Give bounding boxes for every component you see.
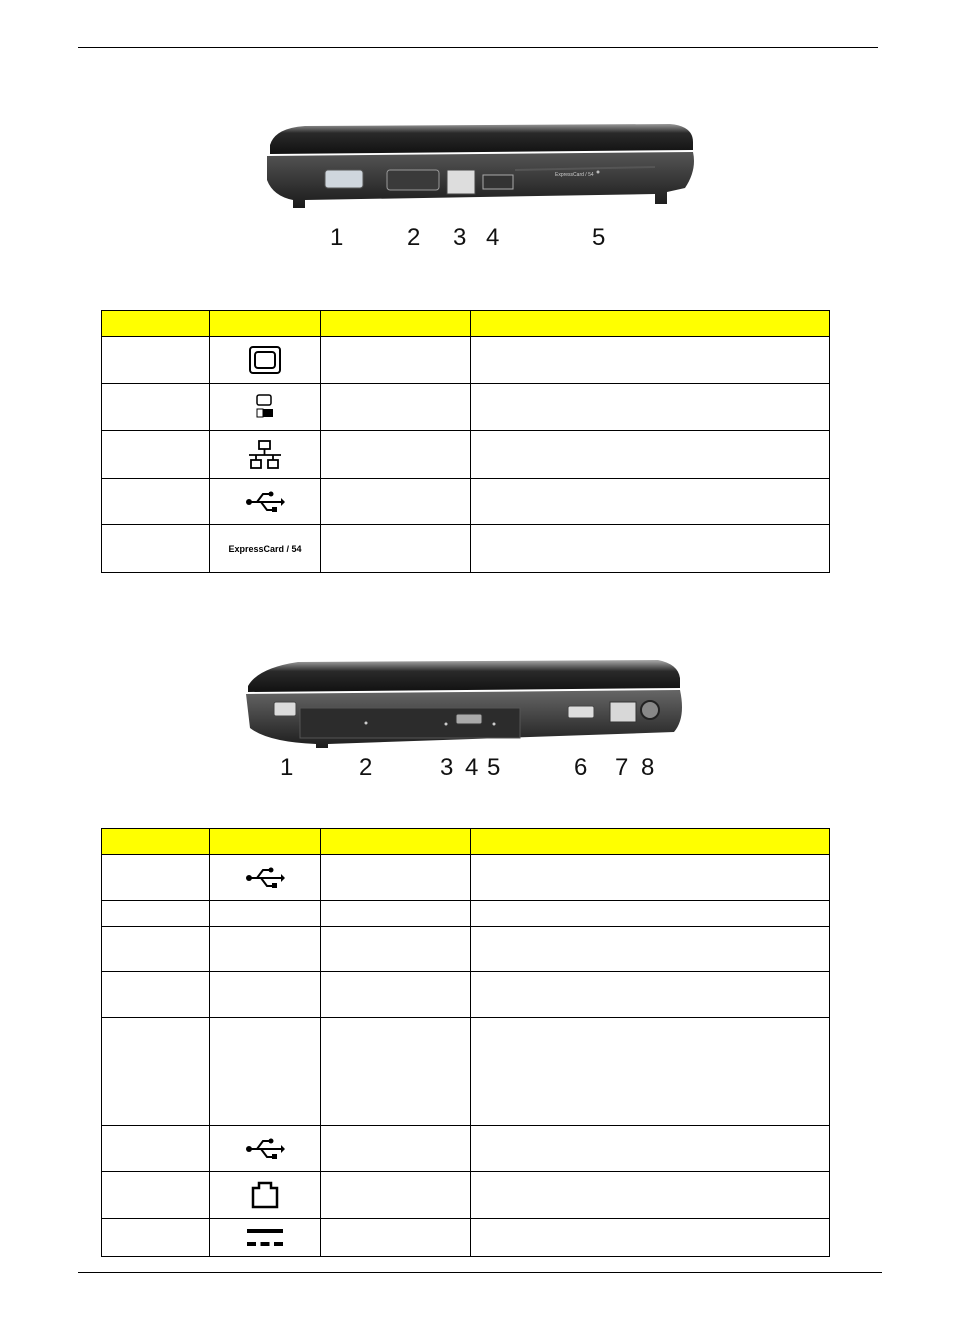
callout-number: 7: [615, 754, 629, 781]
laptop-right-view-photo: [238, 648, 738, 758]
vga-monitor-icon: [210, 337, 321, 384]
callout-number: 1: [280, 754, 294, 781]
table-row: [102, 855, 830, 901]
callout-number: 3: [453, 224, 467, 251]
table-row: [102, 1172, 830, 1219]
bottom-rule: [78, 1272, 882, 1273]
table-header-row: [102, 311, 830, 337]
table-row: [102, 384, 830, 431]
callout-number: 4: [486, 224, 500, 251]
usb-icon: [210, 855, 321, 901]
svg-text:ExpressCard / 54: ExpressCard / 54: [555, 172, 594, 178]
table-row: [102, 927, 830, 972]
table-row: [102, 1126, 830, 1172]
table-row: [102, 431, 830, 479]
callout-number: 2: [359, 754, 373, 781]
table-row: [102, 337, 830, 384]
table-row: [102, 1219, 830, 1257]
callout-number: 5: [487, 754, 501, 781]
callout-number: 3: [440, 754, 454, 781]
table-row: [102, 479, 830, 525]
laptop-left-side-illustration: [215, 120, 740, 220]
modem-rj11-icon: [210, 1172, 321, 1219]
expresscard-label: ExpressCard / 54: [210, 525, 321, 573]
right-view-callouts: [0, 754, 954, 782]
network-lan-icon: [210, 431, 321, 479]
docking-port-icon: [210, 384, 321, 431]
callout-number: 1: [330, 224, 344, 251]
table-header-row: [102, 829, 830, 855]
usb-icon: [210, 1126, 321, 1172]
callout-number: 4: [465, 754, 479, 781]
callout-number: 5: [592, 224, 606, 251]
table-row: [102, 525, 830, 573]
dc-power-icon: [210, 1219, 321, 1257]
table-row: [102, 901, 830, 927]
laptop-right-side-illustration: [238, 648, 738, 758]
left-view-callouts: [0, 224, 954, 252]
top-rule: [78, 47, 878, 48]
table-row: [102, 1018, 830, 1126]
table-row: [102, 972, 830, 1018]
callout-number: 6: [574, 754, 588, 781]
callout-number: 2: [407, 224, 421, 251]
right-view-table: [101, 828, 830, 1257]
usb-icon: [210, 479, 321, 525]
left-view-table: [101, 310, 830, 573]
callout-number: 8: [641, 754, 655, 781]
